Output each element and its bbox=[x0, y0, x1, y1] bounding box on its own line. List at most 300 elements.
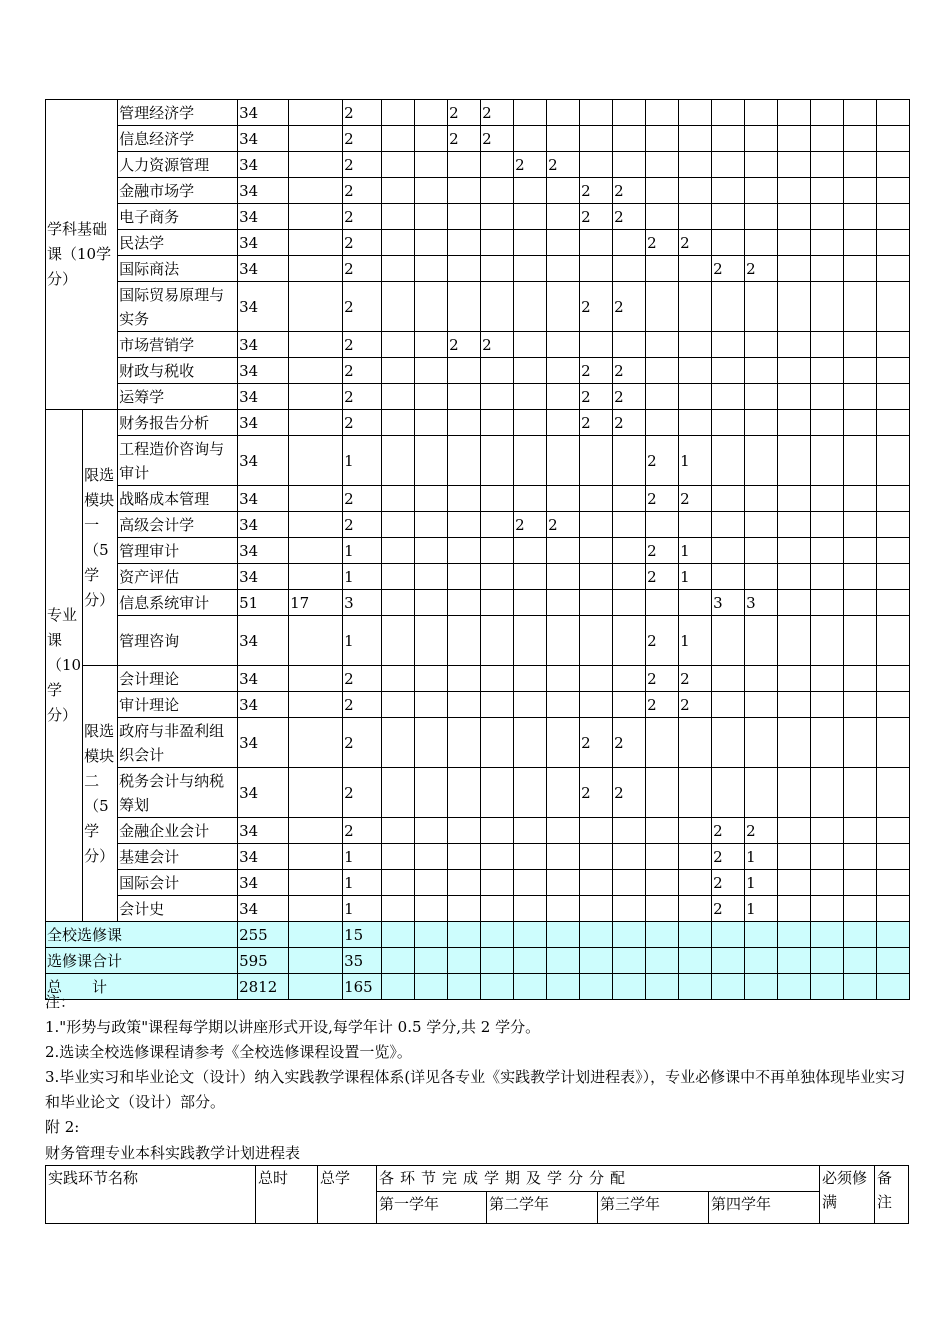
semester-cell bbox=[679, 100, 712, 126]
semester-cell bbox=[448, 410, 481, 436]
semester-cell bbox=[712, 948, 745, 974]
semester-cell bbox=[646, 590, 679, 616]
semester-cell bbox=[547, 282, 580, 332]
course-practice-hours: 17 bbox=[289, 590, 343, 616]
semester-cell bbox=[778, 768, 811, 818]
semester-cell: 1 bbox=[679, 616, 712, 666]
semester-cell bbox=[448, 844, 481, 870]
course-hours: 34 bbox=[238, 410, 289, 436]
semester-cell bbox=[415, 126, 448, 152]
semester-cell bbox=[778, 178, 811, 204]
course-name: 税务会计与纳税筹划 bbox=[118, 768, 238, 818]
semester-cell bbox=[778, 896, 811, 922]
semester-cell bbox=[547, 692, 580, 718]
semester-cell bbox=[778, 538, 811, 564]
semester-cell bbox=[745, 384, 778, 410]
course-name: 财政与税收 bbox=[118, 358, 238, 384]
course-credits: 1 bbox=[343, 564, 382, 590]
course-name: 财务报告分析 bbox=[118, 410, 238, 436]
semester-cell bbox=[811, 358, 844, 384]
semester-cell: 2 bbox=[745, 818, 778, 844]
col-year-1: 第一学年 bbox=[377, 1192, 487, 1224]
semester-cell bbox=[514, 538, 547, 564]
semester-cell bbox=[811, 152, 844, 178]
semester-cell bbox=[745, 538, 778, 564]
semester-cell bbox=[448, 282, 481, 332]
semester-cell: 2 bbox=[712, 844, 745, 870]
table-row bbox=[46, 100, 910, 126]
semester-cell bbox=[811, 768, 844, 818]
semester-cell bbox=[415, 948, 448, 974]
semester-cell bbox=[481, 818, 514, 844]
semester-cell bbox=[448, 666, 481, 692]
semester-cell: 1 bbox=[679, 436, 712, 486]
course-hours: 34 bbox=[238, 666, 289, 692]
course-hours: 34 bbox=[238, 896, 289, 922]
course-practice-hours bbox=[289, 282, 343, 332]
semester-cell bbox=[712, 410, 745, 436]
practice-plan-table bbox=[45, 1165, 909, 1224]
semester-cell bbox=[547, 384, 580, 410]
course-credits: 2 bbox=[343, 152, 382, 178]
course-credits: 2 bbox=[343, 384, 382, 410]
practice-table-title: 财务管理专业本科实践教学计划进程表 bbox=[45, 1144, 301, 1162]
semester-cell bbox=[481, 844, 514, 870]
semester-cell: 2 bbox=[580, 768, 613, 818]
course-practice-hours bbox=[289, 844, 343, 870]
semester-cell: 3 bbox=[745, 590, 778, 616]
semester-cell bbox=[811, 512, 844, 538]
semester-cell bbox=[745, 718, 778, 768]
semester-cell bbox=[745, 178, 778, 204]
semester-cell bbox=[745, 410, 778, 436]
summary-credits: 15 bbox=[343, 922, 382, 948]
semester-cell bbox=[745, 948, 778, 974]
semester-cell bbox=[712, 204, 745, 230]
semester-cell bbox=[844, 100, 877, 126]
semester-cell bbox=[448, 768, 481, 818]
semester-cell bbox=[778, 922, 811, 948]
semester-cell bbox=[778, 948, 811, 974]
semester-cell bbox=[481, 870, 514, 896]
course-hours: 34 bbox=[238, 152, 289, 178]
semester-cell bbox=[745, 692, 778, 718]
semester-cell bbox=[547, 768, 580, 818]
semester-cell bbox=[547, 616, 580, 666]
semester-cell bbox=[613, 332, 646, 358]
semester-cell bbox=[646, 100, 679, 126]
semester-cell bbox=[481, 538, 514, 564]
course-name: 会计理论 bbox=[118, 666, 238, 692]
semester-cell bbox=[712, 384, 745, 410]
semester-cell bbox=[745, 282, 778, 332]
semester-cell bbox=[646, 922, 679, 948]
semester-cell bbox=[481, 896, 514, 922]
semester-cell bbox=[877, 616, 910, 666]
semester-cell bbox=[514, 204, 547, 230]
course-practice-hours bbox=[289, 358, 343, 384]
semester-cell bbox=[712, 538, 745, 564]
semester-cell: 2 bbox=[646, 564, 679, 590]
semester-cell bbox=[382, 844, 415, 870]
semester-cell bbox=[778, 512, 811, 538]
course-practice-hours bbox=[289, 152, 343, 178]
course-practice-hours bbox=[289, 768, 343, 818]
semester-cell bbox=[811, 590, 844, 616]
semester-cell bbox=[877, 332, 910, 358]
semester-cell bbox=[877, 384, 910, 410]
semester-cell bbox=[745, 512, 778, 538]
semester-cell bbox=[382, 538, 415, 564]
course-practice-hours bbox=[289, 332, 343, 358]
table-row bbox=[46, 282, 910, 332]
semester-cell bbox=[415, 230, 448, 256]
course-credits: 2 bbox=[343, 818, 382, 844]
semester-cell bbox=[877, 358, 910, 384]
semester-cell bbox=[448, 512, 481, 538]
semester-cell bbox=[778, 844, 811, 870]
semester-cell bbox=[415, 204, 448, 230]
semester-cell bbox=[712, 666, 745, 692]
semester-cell: 2 bbox=[613, 768, 646, 818]
semester-cell bbox=[844, 436, 877, 486]
semester-cell bbox=[811, 230, 844, 256]
semester-cell: 2 bbox=[580, 718, 613, 768]
semester-cell bbox=[613, 486, 646, 512]
semester-cell bbox=[712, 922, 745, 948]
semester-cell bbox=[580, 436, 613, 486]
semester-cell bbox=[613, 666, 646, 692]
semester-cell bbox=[613, 590, 646, 616]
course-credits: 2 bbox=[343, 204, 382, 230]
table-row bbox=[46, 870, 910, 896]
semester-cell bbox=[844, 948, 877, 974]
semester-cell bbox=[481, 410, 514, 436]
semester-cell bbox=[382, 948, 415, 974]
table-row bbox=[46, 590, 910, 616]
course-hours: 34 bbox=[238, 100, 289, 126]
semester-cell: 2 bbox=[580, 204, 613, 230]
course-hours: 34 bbox=[238, 718, 289, 768]
semester-cell bbox=[811, 896, 844, 922]
semester-cell bbox=[415, 564, 448, 590]
course-hours: 34 bbox=[238, 384, 289, 410]
semester-cell: 2 bbox=[646, 666, 679, 692]
course-credits: 2 bbox=[343, 126, 382, 152]
semester-cell bbox=[646, 126, 679, 152]
semester-cell bbox=[580, 590, 613, 616]
category-subject-basic: 学科基础课（10学分） bbox=[46, 100, 118, 410]
semester-cell bbox=[481, 230, 514, 256]
course-hours: 34 bbox=[238, 564, 289, 590]
semester-cell bbox=[448, 818, 481, 844]
semester-cell bbox=[415, 718, 448, 768]
semester-cell bbox=[778, 564, 811, 590]
course-practice-hours bbox=[289, 818, 343, 844]
semester-cell bbox=[646, 896, 679, 922]
semester-cell bbox=[448, 204, 481, 230]
notes-section bbox=[45, 990, 915, 1140]
semester-cell bbox=[514, 718, 547, 768]
semester-cell bbox=[646, 384, 679, 410]
semester-cell bbox=[547, 436, 580, 486]
course-credits: 3 bbox=[343, 590, 382, 616]
semester-cell bbox=[613, 512, 646, 538]
semester-cell bbox=[811, 410, 844, 436]
semester-cell bbox=[514, 282, 547, 332]
semester-cell: 2 bbox=[481, 332, 514, 358]
course-credits: 2 bbox=[343, 718, 382, 768]
semester-cell bbox=[382, 564, 415, 590]
summary-practice-hours bbox=[289, 948, 343, 974]
semester-cell bbox=[811, 666, 844, 692]
course-hours: 34 bbox=[238, 230, 289, 256]
course-hours: 51 bbox=[238, 590, 289, 616]
semester-cell: 2 bbox=[646, 230, 679, 256]
course-credits: 1 bbox=[343, 844, 382, 870]
semester-cell: 2 bbox=[679, 230, 712, 256]
semester-cell bbox=[547, 486, 580, 512]
semester-cell bbox=[613, 616, 646, 666]
semester-cell bbox=[646, 870, 679, 896]
semester-cell bbox=[811, 332, 844, 358]
semester-cell bbox=[415, 152, 448, 178]
semester-cell: 2 bbox=[613, 718, 646, 768]
semester-cell bbox=[679, 718, 712, 768]
semester-cell bbox=[415, 616, 448, 666]
semester-cell bbox=[415, 256, 448, 282]
table-row bbox=[46, 564, 910, 590]
table-row bbox=[46, 358, 910, 384]
semester-cell bbox=[877, 152, 910, 178]
semester-cell bbox=[877, 126, 910, 152]
semester-cell bbox=[844, 204, 877, 230]
semester-cell bbox=[745, 332, 778, 358]
course-name: 会计史 bbox=[118, 896, 238, 922]
semester-cell bbox=[547, 538, 580, 564]
semester-cell bbox=[547, 100, 580, 126]
semester-cell bbox=[877, 718, 910, 768]
semester-cell bbox=[844, 256, 877, 282]
semester-cell bbox=[481, 282, 514, 332]
course-name: 民法学 bbox=[118, 230, 238, 256]
semester-cell bbox=[613, 100, 646, 126]
semester-cell bbox=[382, 230, 415, 256]
semester-cell bbox=[448, 384, 481, 410]
semester-cell bbox=[679, 922, 712, 948]
semester-cell: 1 bbox=[745, 870, 778, 896]
course-credits: 1 bbox=[343, 538, 382, 564]
summary-label: 选修课合计 bbox=[46, 948, 238, 974]
col-total-credits: 总学 bbox=[318, 1166, 377, 1224]
semester-cell bbox=[547, 564, 580, 590]
semester-cell bbox=[679, 178, 712, 204]
semester-cell bbox=[382, 512, 415, 538]
course-practice-hours bbox=[289, 692, 343, 718]
semester-cell bbox=[580, 922, 613, 948]
semester-cell: 2 bbox=[448, 126, 481, 152]
semester-cell bbox=[679, 948, 712, 974]
semester-cell bbox=[844, 718, 877, 768]
semester-cell bbox=[415, 358, 448, 384]
semester-cell bbox=[481, 922, 514, 948]
semester-cell bbox=[712, 230, 745, 256]
semester-cell bbox=[613, 126, 646, 152]
semester-cell bbox=[877, 178, 910, 204]
course-name: 信息经济学 bbox=[118, 126, 238, 152]
semester-cell bbox=[778, 152, 811, 178]
semester-cell bbox=[778, 100, 811, 126]
semester-cell bbox=[646, 948, 679, 974]
course-hours: 34 bbox=[238, 692, 289, 718]
col-practice-name: 实践环节名称 bbox=[46, 1166, 256, 1224]
category-module-1: 限选模块一（5学分） bbox=[83, 410, 118, 666]
semester-cell bbox=[547, 230, 580, 256]
semester-cell bbox=[877, 818, 910, 844]
semester-cell bbox=[514, 358, 547, 384]
appendix-label: 附 2: bbox=[45, 1118, 80, 1136]
semester-cell bbox=[448, 256, 481, 282]
semester-cell bbox=[514, 948, 547, 974]
semester-cell bbox=[778, 358, 811, 384]
semester-cell bbox=[811, 870, 844, 896]
semester-cell bbox=[613, 870, 646, 896]
semester-cell bbox=[877, 870, 910, 896]
semester-cell bbox=[382, 922, 415, 948]
semester-cell bbox=[778, 204, 811, 230]
semester-cell bbox=[745, 436, 778, 486]
course-credits: 1 bbox=[343, 896, 382, 922]
course-hours: 34 bbox=[238, 768, 289, 818]
course-credits: 2 bbox=[343, 332, 382, 358]
course-name: 金融企业会计 bbox=[118, 818, 238, 844]
semester-cell bbox=[382, 718, 415, 768]
summary-credits: 165 bbox=[343, 974, 382, 1000]
semester-cell bbox=[844, 818, 877, 844]
semester-cell bbox=[613, 230, 646, 256]
summary-hours: 2812 bbox=[238, 974, 289, 1000]
semester-cell: 2 bbox=[547, 512, 580, 538]
semester-cell: 2 bbox=[613, 204, 646, 230]
semester-cell bbox=[382, 126, 415, 152]
semester-cell bbox=[844, 178, 877, 204]
semester-cell: 2 bbox=[580, 384, 613, 410]
semester-cell bbox=[448, 178, 481, 204]
course-name: 金融市场学 bbox=[118, 178, 238, 204]
semester-cell bbox=[745, 564, 778, 590]
semester-cell: 2 bbox=[646, 486, 679, 512]
semester-cell: 2 bbox=[646, 436, 679, 486]
table-row bbox=[46, 436, 910, 486]
semester-cell bbox=[844, 282, 877, 332]
semester-cell bbox=[745, 616, 778, 666]
semester-cell bbox=[580, 152, 613, 178]
semester-cell bbox=[547, 896, 580, 922]
semester-cell bbox=[679, 282, 712, 332]
summary-row bbox=[46, 948, 910, 974]
semester-cell: 2 bbox=[679, 666, 712, 692]
semester-cell bbox=[382, 590, 415, 616]
semester-cell bbox=[580, 616, 613, 666]
semester-cell bbox=[415, 590, 448, 616]
semester-cell: 2 bbox=[613, 358, 646, 384]
semester-cell bbox=[382, 870, 415, 896]
semester-cell bbox=[844, 230, 877, 256]
semester-cell bbox=[646, 844, 679, 870]
semester-cell bbox=[382, 818, 415, 844]
semester-cell bbox=[778, 692, 811, 718]
semester-cell bbox=[514, 896, 547, 922]
semester-cell bbox=[382, 896, 415, 922]
note-1: 1."形势与政策"课程每学期以讲座形式开设,每学年计 0.5 学分,共 2 学分。 bbox=[45, 1018, 541, 1036]
course-name: 国际商法 bbox=[118, 256, 238, 282]
course-hours: 34 bbox=[238, 616, 289, 666]
semester-cell bbox=[415, 922, 448, 948]
semester-cell bbox=[415, 332, 448, 358]
semester-cell bbox=[481, 564, 514, 590]
course-hours: 34 bbox=[238, 486, 289, 512]
table-row bbox=[46, 616, 910, 666]
col-required: 必须修满 bbox=[820, 1166, 875, 1224]
semester-cell: 2 bbox=[481, 100, 514, 126]
table-row bbox=[46, 718, 910, 768]
semester-cell bbox=[448, 564, 481, 590]
semester-cell bbox=[382, 204, 415, 230]
semester-cell bbox=[811, 564, 844, 590]
semester-cell bbox=[382, 152, 415, 178]
semester-cell bbox=[877, 948, 910, 974]
notes-title: 注： bbox=[45, 993, 76, 1011]
course-name: 国际会计 bbox=[118, 870, 238, 896]
course-hours: 34 bbox=[238, 178, 289, 204]
course-credits: 2 bbox=[343, 282, 382, 332]
semester-cell bbox=[811, 384, 844, 410]
semester-cell bbox=[844, 590, 877, 616]
course-credits: 2 bbox=[343, 486, 382, 512]
semester-cell bbox=[745, 768, 778, 818]
table-row bbox=[46, 844, 910, 870]
course-plan-table bbox=[45, 99, 910, 1000]
semester-cell bbox=[481, 486, 514, 512]
semester-cell bbox=[811, 282, 844, 332]
semester-cell bbox=[382, 256, 415, 282]
course-hours: 34 bbox=[238, 818, 289, 844]
semester-cell bbox=[844, 512, 877, 538]
semester-cell bbox=[646, 204, 679, 230]
semester-cell bbox=[580, 538, 613, 564]
semester-cell bbox=[481, 358, 514, 384]
semester-cell bbox=[481, 616, 514, 666]
semester-cell bbox=[877, 692, 910, 718]
semester-cell bbox=[382, 384, 415, 410]
semester-cell bbox=[811, 100, 844, 126]
semester-cell bbox=[778, 870, 811, 896]
table-row bbox=[46, 818, 910, 844]
summary-label: 总 计 bbox=[46, 974, 238, 1000]
semester-cell bbox=[547, 718, 580, 768]
semester-cell bbox=[811, 692, 844, 718]
course-hours: 34 bbox=[238, 204, 289, 230]
semester-cell bbox=[514, 818, 547, 844]
semester-cell bbox=[778, 666, 811, 692]
semester-cell bbox=[679, 896, 712, 922]
note-3: 3.毕业实习和毕业论文（设计）纳入实践教学课程体系(详见各专业《实践教学计划进程表》），专业必修课中不再单独体现毕业实习和毕业论文（设计）部分。 bbox=[45, 1068, 906, 1111]
semester-cell bbox=[745, 922, 778, 948]
semester-cell bbox=[778, 230, 811, 256]
table-row bbox=[46, 692, 910, 718]
semester-cell bbox=[547, 870, 580, 896]
semester-cell bbox=[844, 538, 877, 564]
